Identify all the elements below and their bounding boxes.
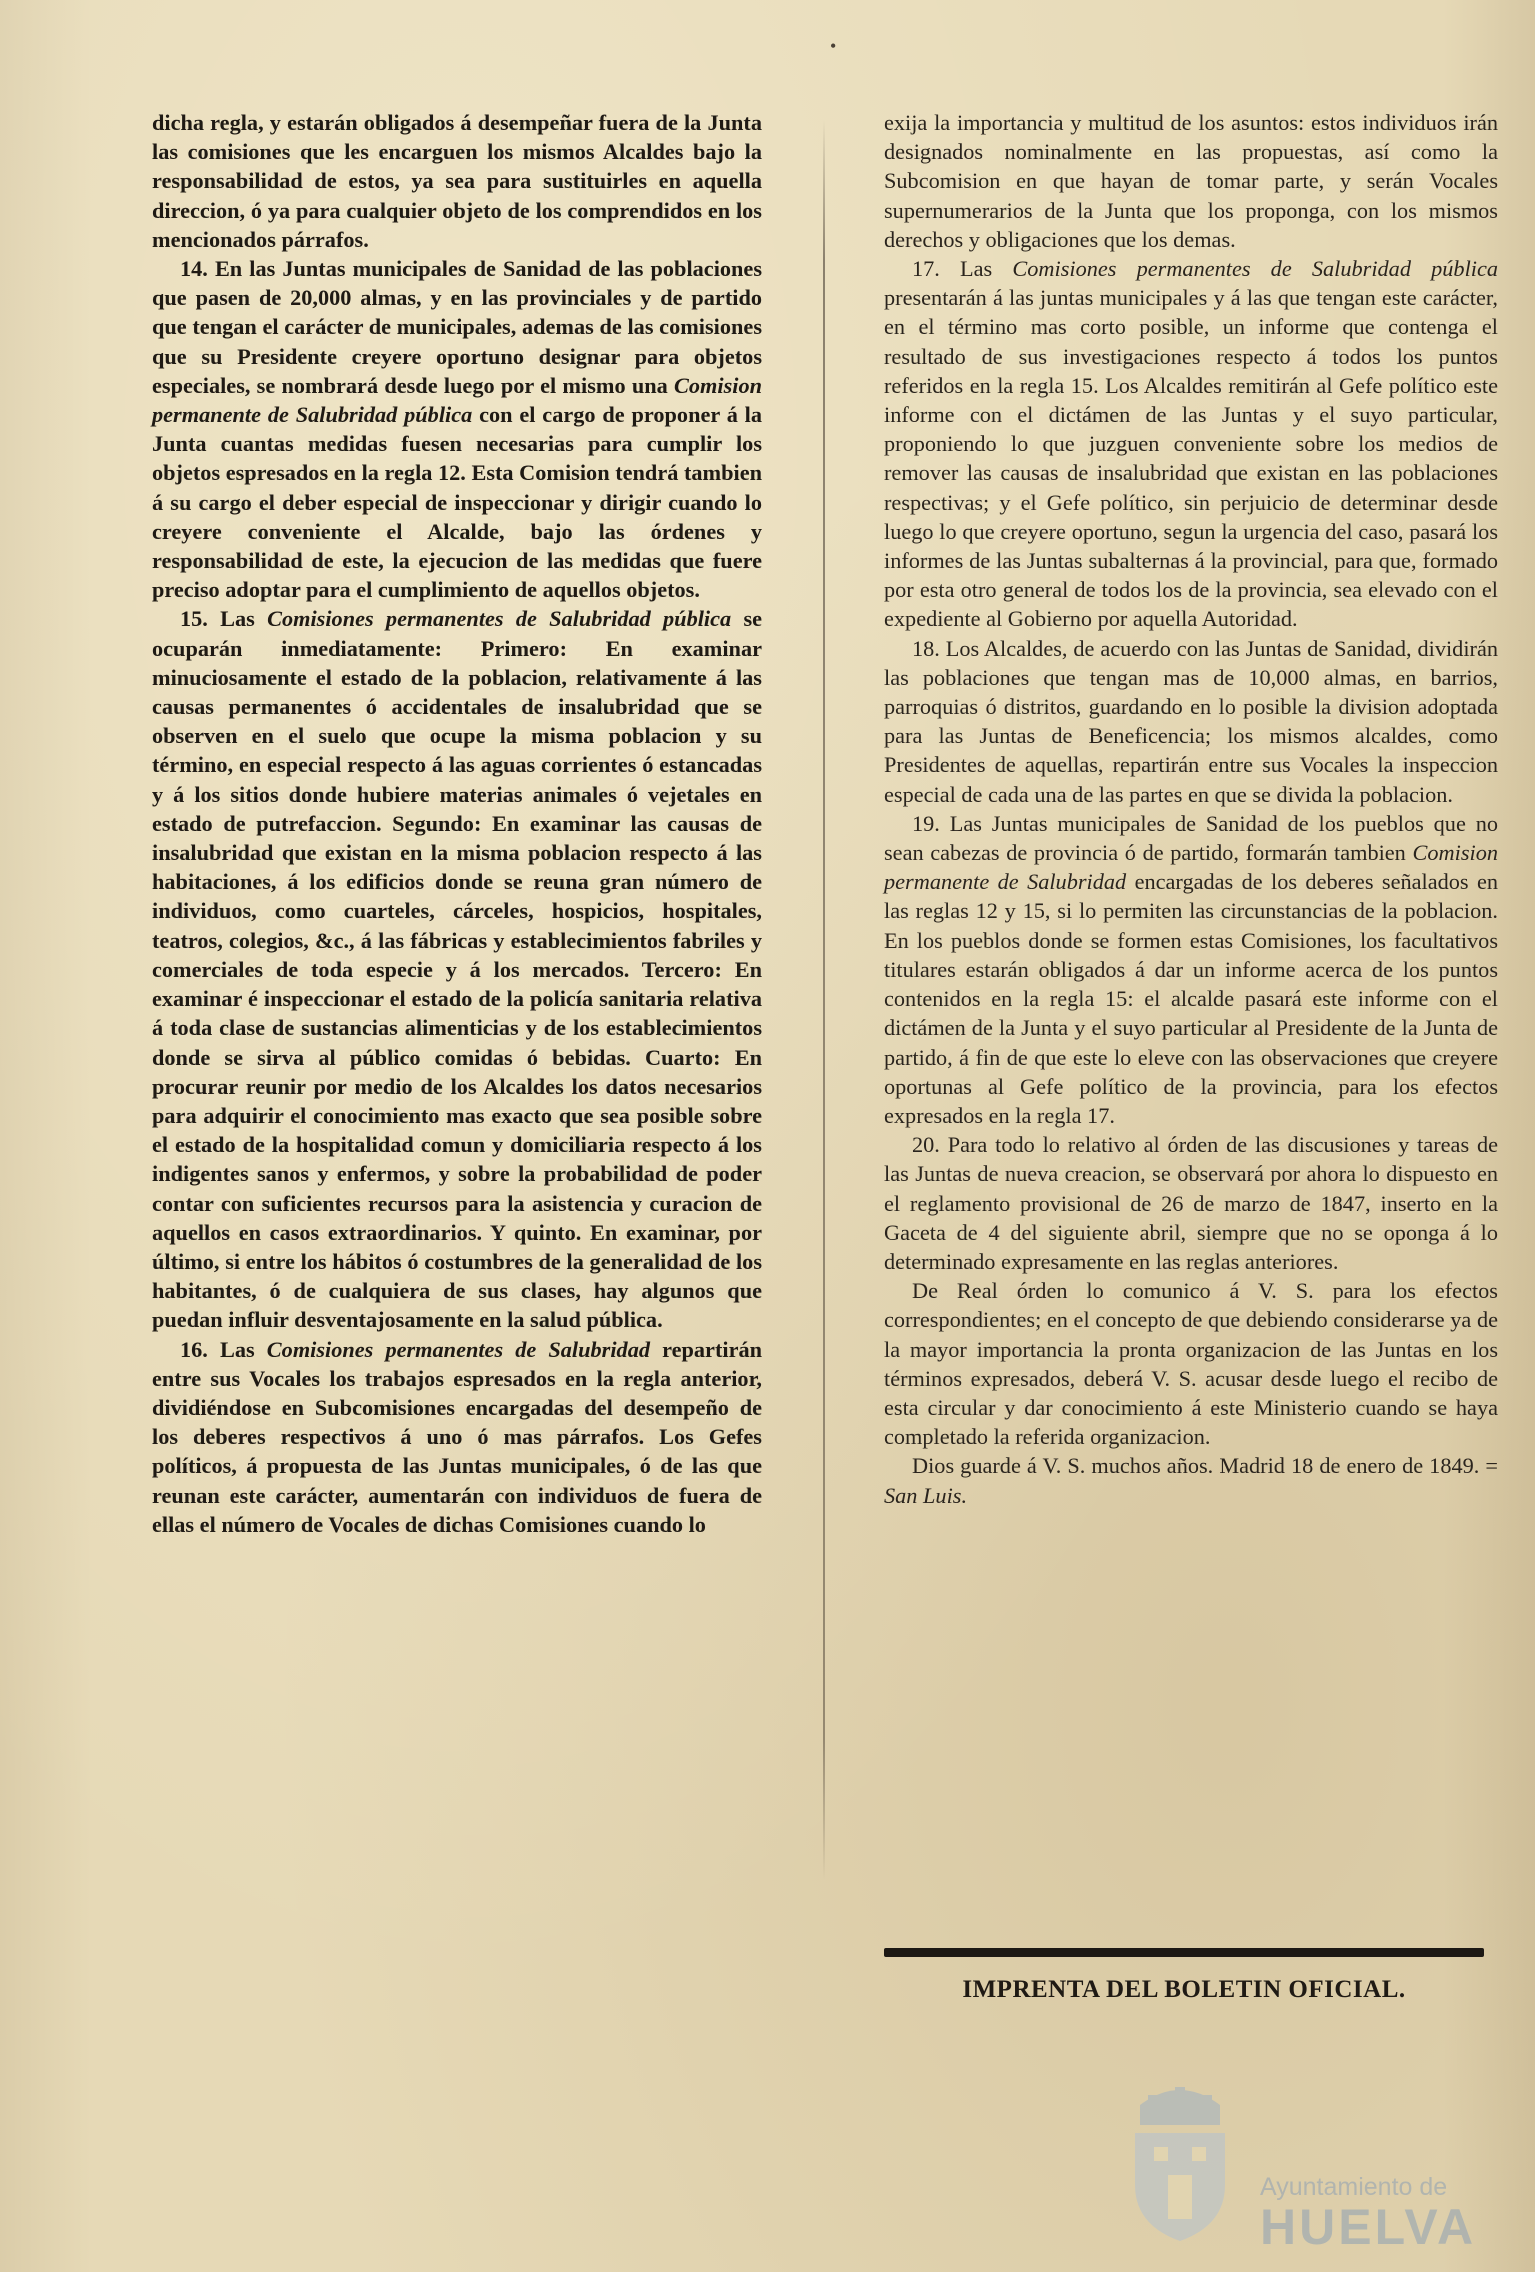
rule-15	[152, 604, 762, 1334]
rule-15-number: 15.	[180, 606, 208, 632]
rule-15-text-pre: Las	[220, 606, 255, 632]
rule-14	[152, 254, 762, 604]
signature-name: San Luis.	[884, 1482, 968, 1508]
column-divider	[823, 120, 825, 1880]
rule-14-emphasis: Comision permanente de Salubridad pública	[152, 372, 762, 428]
left-paragraph-1: dicha regla, y estarán obligados á desempeñar fuera de la Junta las comisiones que les encarguen los mismos Alcaldes bajo la responsabilidad de estos, ya sea para sustituirles en aquella direccion, ó ya para cualquier objeto de los comprendidos en los mencionados párrafos.	[152, 110, 762, 252]
rule-20	[884, 1130, 1498, 1276]
rule-14-text-b: con el cargo de proponer á la Junta cuantas medidas fuesen necesarias para cumplir los objetos espresados en la regla 12. Esta Comision tendrá tambien á su cargo el deber especial de inspeccionar y dirigir cuando lo creyere conveniente el Alcalde, bajo las órdenes y responsabilidad de este, la ejecucion de las medidas que fuere preciso adoptar para el cumplimiento de aquellos objetos.	[152, 402, 763, 603]
watermark-line1: Ayuntamiento de	[1260, 2173, 1448, 2201]
watermark-line2: HUELVA	[1260, 2199, 1477, 2255]
rule-19-number: 19.	[912, 810, 940, 836]
rule-19-text-b: encargadas de los deberes señalados en las reglas 12 y 15, si lo permiten las circunstancias de la poblacion. En los pueblos donde se formen estas Comisiones, los facultativos titulares estarán obligados á dar un informe acerca de los puntos contenidos en la regla 15: el alcalde pasará este informe con el dictámen de la Junta y el suyo particular al Presidente de la Junta de partido, á fin de que este lo eleve con las observaciones que creyere oportunas al Gefe político de la provincia, para los efectos expresados en la regla 17.	[884, 869, 1499, 1128]
rule-19-emphasis: Comision permanente de Salubridad	[884, 840, 1498, 895]
page-mark: •	[830, 36, 837, 56]
imprint-title: IMPRENTA DEL BOLETIN OFICIAL.	[962, 1976, 1406, 2003]
rule-17-emphasis: Comisiones permanentes de Salubridad pública	[1012, 256, 1499, 282]
rule-20-text: Para todo lo relativo al órden de las discusiones y tareas de las Juntas de nueva creacion, se observará por ahora lo dispuesto en el reglamento provisional de 26 de marzo de 1847, inserto en la Gaceta de 4 del siguiente abril, siempre que no se oponga á lo determinado expresamente en las reglas anteriores.	[884, 1132, 1498, 1274]
watermark-logo	[1120, 2065, 1520, 2255]
rule-16	[152, 1335, 762, 1539]
rule-14-text-a: En las Juntas municipales de Sanidad de las poblaciones que pasen de 20,000 almas, y en las provinciales y de partido que tengan el carácter de municipales, ademas de las comisiones que su Presidente creyere oportuno designar para objetos especiales, se nombrará desde luego por el mismo una	[152, 256, 763, 398]
closing-paragraph: De Real órden lo comunico á V. S. para los efectos correspondientes; en el concepto de que debiendo considerarse ya de la mayor importancia la pronta organizacion de las Juntas en los términos expresados, deberá V. S. acusar desde luego el recibo de esta circular y dar conocimiento á este Ministerio cuando se haya completado la referida organizacion.	[884, 1278, 1498, 1450]
right-paragraph-1: exija la importancia y multitud de los asuntos: estos individuos irán designados nominalmente en las propuestas, así como la Subcomision en que hayan de tomar parte, y serán Vocales supernumerarios de la Junta que los proponga, con los mismos derechos y obligaciones que los demas.	[884, 110, 1498, 252]
rule-19	[884, 809, 1498, 1130]
rule-18-number: 18.	[912, 635, 940, 661]
rule-17-text-b: presentarán á las juntas municipales y á las que tengan este carácter, en el término mas corto posible, un informe que contenga el resultado de sus investigaciones respecto á todos los puntos referidos en la regla 15. Los Alcaldes remitirán al Gefe político este informe con el dictámen de las Juntas y el suyo particular, proponiendo lo que juzguen conveniente sobre los medios de remover las causas de insalubridad que existan en las poblaciones respectivas; y el Gefe político, sin perjuicio de determinar desde luego lo que creyere oportuno, segun la urgencia del caso, pasará los informes de las Juntas subalternas á la provincial, para que, formado por esta otro general de todos los de la provincia, sea elevado con el expediente al Gobierno por aquella Autoridad.	[884, 285, 1498, 632]
right-column	[884, 108, 1498, 1510]
rule-16-text-b: repartirán entre sus Vocales los trabajos espresados en la regla anterior, dividiéndose en Subcomisiones encargadas del desempeño de los deberes respectivos á uno ó mas párrafos. Los Gefes políticos, á propuesta de las Juntas municipales, ó de las que reunan este carácter, aumentarán con individuos de fuera de ellas el número de Vocales de dichas Comisiones cuando lo	[152, 1336, 763, 1537]
rule-15-text-b: se ocuparán inmediatamente: Primero: En examinar minuciosamente el estado de la poblacion, relativamente á las causas permanentes ó accidentales de insalubridad que se observen en el suelo que ocupe la misma poblacion y su término, en especial respecto á las aguas corrientes ó estancadas y á los sitios donde hubiere materias animales ó vejetales en estado de putrefaccion. Segundo: En examinar las causas de insalubridad que existan en la misma poblacion respecto á las habitaciones, á los edificios donde se reuna gran número de individuos, como cuarteles, cárceles, hospicios, hospitales, teatros, colegios, &c., á las fábricas y establecimientos fabriles y comerciales de toda especie y á los mercados. Tercero: En examinar é inspeccionar el estado de la policía sanitaria relativa á toda clase de sustancias alimenticias y de los establecimientos donde se sirva al público comidas ó bebidas. Cuarto: En procurar reunir por medio de los Alcaldes los datos necesarios para adquirir el conocimiento mas exacto que sea posible sobre el estado de la hospitalidad comun y domiciliaria respecto á los indigentes sanos y enfermos, y sobre la probabilidad de poder contar con suficientes recursos para la asistencia y curacion de aquellos en casos extraordinarios. Y quinto. En examinar, por último, si entre los hábitos ó costumbres de la generalidad de los habitantes, ó de cualquiera de sus clases, hay algunos que puedan influir desventajosamente en la salud pública.	[152, 606, 763, 1333]
rule-16-emphasis: Comisiones permanentes de Salubridad	[266, 1336, 650, 1362]
rule-17-number: 17.	[912, 256, 940, 282]
section-rule	[884, 1948, 1484, 1957]
crest-icon	[1120, 2065, 1240, 2245]
rule-16-text-pre: Las	[219, 1336, 255, 1362]
signature-line	[884, 1451, 1498, 1509]
rule-17-text-pre: Las	[960, 256, 993, 282]
rule-18-text: Los Alcaldes, de acuerdo con las Juntas de Sanidad, dividirán las poblaciones que tengan mas de 10,000 almas, en barrios, parroquias ó distritos, guardando en lo posible la division adoptada para las Juntas de Beneficencia; los mismos alcaldes, como Presidentes de aquellas, repartirán entre sus Vocales la inspeccion especial de cada una de las partes en que se divida la poblacion.	[884, 635, 1498, 807]
rule-18	[884, 634, 1498, 809]
rule-19-text-a: Las Juntas municipales de Sanidad de los pueblos que no sean cabezas de provincia ó de partido, formarán tambien	[884, 810, 1499, 866]
rule-20-number: 20.	[912, 1132, 940, 1158]
left-column	[152, 108, 762, 1539]
signature-text: Dios guarde á V. S. muchos años. Madrid 18 de enero de 1849. =	[912, 1453, 1498, 1479]
rule-15-emphasis: Comisiones permanentes de Salubridad pública	[267, 606, 732, 632]
rule-17	[884, 254, 1498, 634]
rule-16-number: 16.	[180, 1336, 208, 1362]
rule-14-number: 14.	[180, 256, 208, 282]
